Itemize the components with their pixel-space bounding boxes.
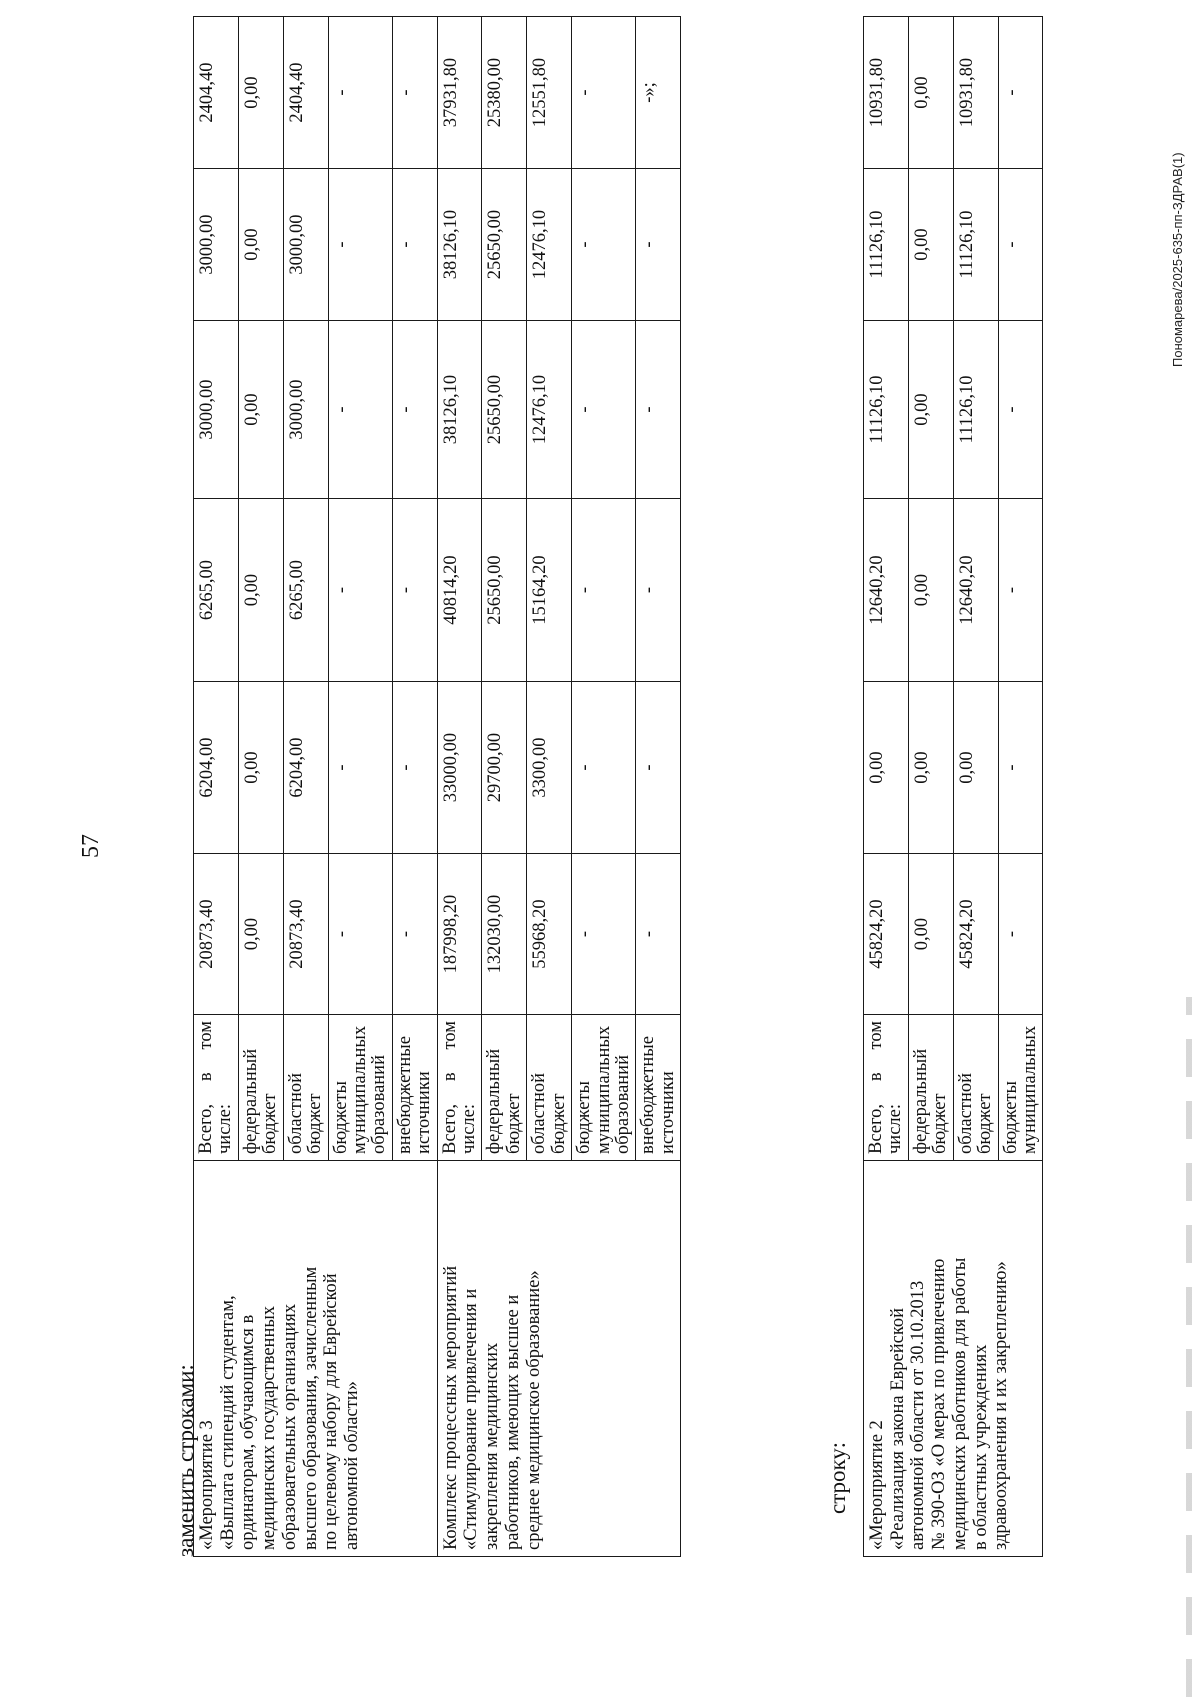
description-line: № 390-ОЗ «О мерах по привлечению <box>929 1258 950 1550</box>
amount-cell: 2404,40 <box>194 17 239 169</box>
amount-cell: 33000,00 <box>437 682 482 854</box>
page-number: 57 <box>78 834 104 858</box>
activity-description <box>194 1161 438 1557</box>
amount-cell: 6265,00 <box>194 499 239 682</box>
description-line: «Мероприятие 2 <box>867 1420 887 1550</box>
description-line: «Мероприятие 3 <box>197 1420 217 1550</box>
amount-cell: 0,00 <box>238 682 283 854</box>
amount-cell: 0,00 <box>908 321 953 499</box>
amount-cell: 11126,10 <box>953 321 998 499</box>
source-word: в <box>196 1072 216 1082</box>
amount-cell: 29700,00 <box>482 682 527 854</box>
funding-table-original-row <box>863 16 1043 1557</box>
amount-cell: - <box>998 169 1043 321</box>
source-line: образований <box>369 1055 390 1154</box>
amount-cell: - <box>328 321 392 499</box>
source-line: образований <box>613 1055 634 1154</box>
amount-cell: - <box>328 682 392 854</box>
amount-cell: 12640,20 <box>864 499 909 682</box>
amount-cell: - <box>572 854 636 1015</box>
amount-cell: 37931,80 <box>437 17 482 169</box>
funding-source <box>437 1015 482 1161</box>
description-line: «Выплата стипендий студентам, <box>217 1295 238 1550</box>
amount-cell: - <box>636 854 681 1015</box>
source-line: бюджет <box>503 1093 524 1154</box>
amount-cell: - <box>572 682 636 854</box>
amount-cell: - <box>998 17 1043 169</box>
amount-cell: - <box>392 854 437 1015</box>
funding-source <box>864 1015 909 1161</box>
amount-cell: - <box>392 682 437 854</box>
description-line: в областных учреждениях <box>970 1344 991 1550</box>
source-line: бюджет <box>975 1093 996 1154</box>
amount-cell: - <box>328 169 392 321</box>
funding-source <box>908 1015 953 1161</box>
amount-cell: 25650,00 <box>482 321 527 499</box>
source-line: источники <box>414 1071 435 1154</box>
amount-cell: - <box>572 321 636 499</box>
funding-source <box>392 1015 437 1161</box>
source-word: том <box>866 1021 886 1050</box>
amount-cell: 132030,00 <box>482 854 527 1015</box>
activity-description <box>864 1161 1043 1557</box>
amount-cell: 0,00 <box>238 854 283 1015</box>
funding-source <box>636 1015 681 1161</box>
amount-cell: 20873,40 <box>283 854 328 1015</box>
amount-cell: - <box>998 321 1043 499</box>
source-line: областной <box>955 1073 976 1154</box>
source-line: источники <box>657 1071 678 1154</box>
amount-cell: 3000,00 <box>283 169 328 321</box>
row-label: строку: <box>825 1442 850 1514</box>
amount-cell: 55968,20 <box>527 854 572 1015</box>
amount-cell: 6204,00 <box>194 682 239 854</box>
description-line: автономной области» <box>342 1381 363 1550</box>
amount-cell: 0,00 <box>238 321 283 499</box>
amount-cell: - <box>572 17 636 169</box>
source-line: областной <box>285 1073 306 1154</box>
source-line: бюджет <box>305 1093 326 1154</box>
amount-cell: 10931,80 <box>953 17 998 169</box>
table-row <box>437 17 482 1557</box>
amount-cell: 25380,00 <box>482 17 527 169</box>
amount-cell: 40814,20 <box>437 499 482 682</box>
source-line: муниципальных <box>593 1025 614 1154</box>
description-line: ординаторам, обучающимся в <box>238 1314 259 1550</box>
activity-description <box>437 1161 681 1557</box>
amount-cell: - <box>328 854 392 1015</box>
amount-cell: 0,00 <box>908 682 953 854</box>
funding-source <box>238 1015 283 1161</box>
source-line <box>867 1021 886 1154</box>
description-line: среднее медицинское образование» <box>523 1270 544 1550</box>
amount-cell: 6265,00 <box>283 499 328 682</box>
source-line: внебюджетные <box>394 1036 415 1154</box>
description-line: медицинских работников для работы <box>949 1257 970 1550</box>
funding-source <box>953 1015 998 1161</box>
amount-cell: 0,00 <box>908 499 953 682</box>
source-word: том <box>439 1021 460 1050</box>
amount-cell: - <box>998 499 1043 682</box>
amount-cell: - <box>636 169 681 321</box>
amount-cell: - <box>572 499 636 682</box>
amount-cell: 0,00 <box>238 17 283 169</box>
amount-cell: 12476,10 <box>527 169 572 321</box>
amount-cell: - <box>636 499 681 682</box>
amount-cell: 45824,20 <box>953 854 998 1015</box>
source-word: в <box>866 1072 886 1082</box>
amount-cell: 25650,00 <box>482 499 527 682</box>
source-word: в <box>439 1072 460 1082</box>
amount-cell: 38126,10 <box>437 169 482 321</box>
amount-cell: 3000,00 <box>283 321 328 499</box>
amount-cell: 3300,00 <box>527 682 572 854</box>
document-code: Пономарева/2025-635-пп-ЗДРАВ(1) <box>1170 152 1185 367</box>
amount-cell: 0,00 <box>953 682 998 854</box>
funding-source <box>998 1015 1043 1161</box>
funding-source <box>328 1015 392 1161</box>
funding-source <box>283 1015 328 1161</box>
amount-cell: 10931,80 <box>864 17 909 169</box>
description-line: закрепления медицинских <box>482 1342 503 1550</box>
source-line: федеральный <box>240 1048 261 1154</box>
source-line: числе: <box>459 1104 480 1154</box>
description-line: «Реализация закона Еврейской <box>887 1307 908 1550</box>
description-line: «Стимулирование привлечения и <box>461 1288 482 1550</box>
funding-table-replacement <box>193 16 681 1557</box>
amount-cell: 15164,20 <box>527 499 572 682</box>
amount-cell: 12640,20 <box>953 499 998 682</box>
amount-cell: - <box>328 17 392 169</box>
description-line: образовательных организациях <box>279 1303 300 1550</box>
amount-cell: 45824,20 <box>864 854 909 1015</box>
source-line: муниципальных <box>1019 1025 1040 1154</box>
replace-label: заменить строками: <box>173 1364 198 1557</box>
amount-cell: - <box>636 682 681 854</box>
source-word: Всего, <box>196 1104 216 1154</box>
description-line: автономной области от 30.10.2013 <box>908 1280 929 1550</box>
description-line: по целевому набору для Еврейской <box>321 1273 342 1550</box>
source-line: муниципальных <box>349 1025 370 1154</box>
source-line: бюджет <box>930 1093 951 1154</box>
amount-cell: 12551,80 <box>527 17 572 169</box>
source-line: федеральный <box>910 1048 931 1154</box>
description-line: здравоохранения и их закреплению» <box>991 1261 1012 1550</box>
amount-cell: 11126,10 <box>864 169 909 321</box>
funding-source <box>527 1015 572 1161</box>
amount-cell: - <box>392 17 437 169</box>
amount-cell: 0,00 <box>908 17 953 169</box>
amount-cell: - <box>998 854 1043 1015</box>
amount-cell: -»; <box>636 17 681 169</box>
amount-cell: 20873,40 <box>194 854 239 1015</box>
amount-cell: 25650,00 <box>482 169 527 321</box>
source-word: Всего, <box>866 1104 886 1154</box>
source-word: Всего, <box>439 1104 460 1154</box>
source-line: областной <box>529 1073 550 1154</box>
amount-cell: - <box>392 321 437 499</box>
funding-source <box>482 1015 527 1161</box>
source-line: числе: <box>215 1104 236 1154</box>
amount-cell: 38126,10 <box>437 321 482 499</box>
source-line: бюджеты <box>574 1081 595 1154</box>
source-line: бюджеты <box>1000 1081 1021 1154</box>
amount-cell: 0,00 <box>238 169 283 321</box>
description-line: работников, имеющих высшее и <box>502 1294 523 1550</box>
amount-cell: 11126,10 <box>864 321 909 499</box>
amount-cell: - <box>392 169 437 321</box>
table-row <box>864 17 909 1557</box>
amount-cell: - <box>998 682 1043 854</box>
description-line: высшего образования, зачисленным <box>300 1266 321 1550</box>
source-line: бюджет <box>260 1093 281 1154</box>
source-line: бюджет <box>548 1093 569 1154</box>
funding-source <box>194 1015 239 1161</box>
source-line <box>197 1021 216 1154</box>
amount-cell: - <box>392 499 437 682</box>
source-line: внебюджетные <box>638 1036 659 1154</box>
scan-edge-marks <box>1186 997 1192 1697</box>
amount-cell: 187998,20 <box>437 854 482 1015</box>
amount-cell: 11126,10 <box>953 169 998 321</box>
table-row <box>194 17 239 1557</box>
amount-cell: 0,00 <box>908 854 953 1015</box>
description-line: Комплекс процессных мероприятий <box>440 1265 461 1550</box>
amount-cell: 12476,10 <box>527 321 572 499</box>
source-word: том <box>196 1021 216 1050</box>
amount-cell: 0,00 <box>238 499 283 682</box>
amount-cell: 6204,00 <box>283 682 328 854</box>
funding-source <box>572 1015 636 1161</box>
amount-cell: 0,00 <box>908 169 953 321</box>
description-line: медицинских государственных <box>259 1305 280 1550</box>
amount-cell: 0,00 <box>864 682 909 854</box>
amount-cell: - <box>636 321 681 499</box>
amount-cell: 3000,00 <box>194 169 239 321</box>
amount-cell: - <box>328 499 392 682</box>
amount-cell: - <box>572 169 636 321</box>
source-line: бюджеты <box>330 1081 351 1154</box>
amount-cell: 3000,00 <box>194 321 239 499</box>
amount-cell: 2404,40 <box>283 17 328 169</box>
source-line: числе: <box>885 1104 906 1154</box>
source-line <box>441 1021 460 1154</box>
source-line: федеральный <box>484 1048 505 1154</box>
